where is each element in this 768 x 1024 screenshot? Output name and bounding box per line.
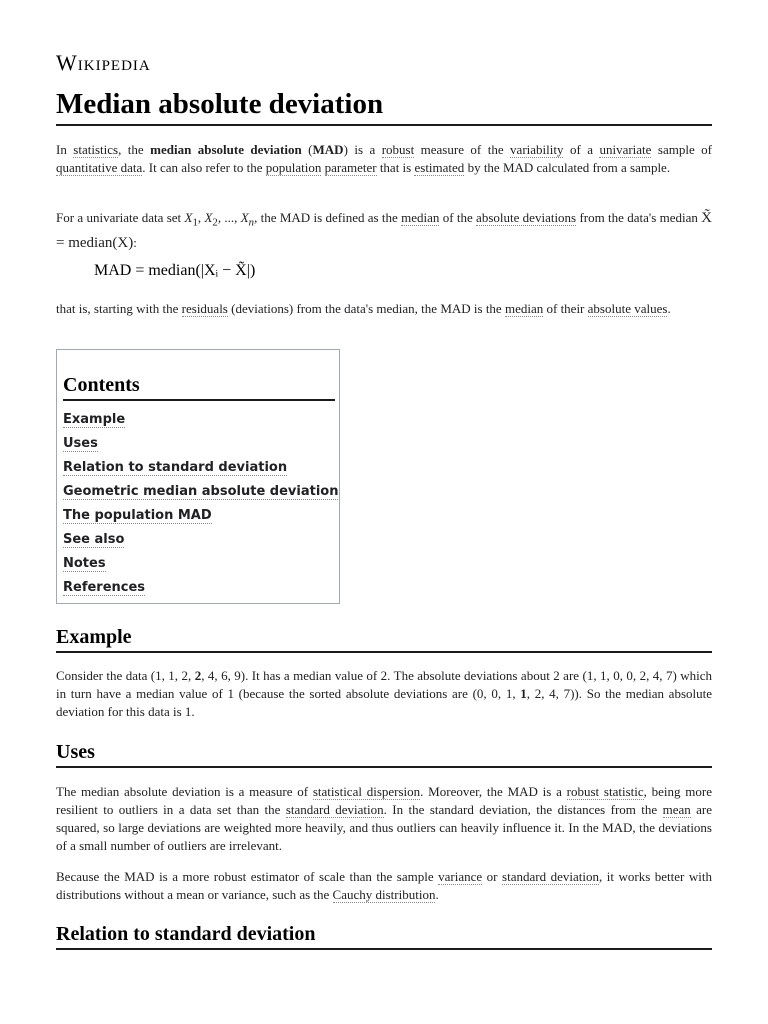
link-standard-deviation-2[interactable]: standard deviation <box>502 869 599 884</box>
toc-item-geometric-mad[interactable]: Geometric median absolute deviation <box>63 484 339 499</box>
toc-item-references[interactable]: References <box>63 580 146 595</box>
mad-formula: MAD = median(|Xᵢ − X̃|) <box>94 262 256 279</box>
link-absolute-deviations[interactable]: absolute deviations <box>476 210 577 225</box>
toc-item-see-also[interactable]: See also <box>63 532 125 547</box>
link-residuals[interactable]: residuals <box>181 301 228 316</box>
toc-item-uses[interactable]: Uses <box>63 436 98 451</box>
uses-paragraph-2: Because the MAD is a more robust estimator of scale than the sample variance or standard deviation, it works better with distributions without a mean or variance, such as the Cauchy distribution. <box>56 869 712 902</box>
link-parameter[interactable]: parameter <box>324 160 377 175</box>
toc-item-population-mad[interactable]: The population MAD <box>63 508 212 523</box>
link-variance[interactable]: variance <box>438 869 483 884</box>
link-robust-statistic[interactable]: robust statistic <box>566 784 644 799</box>
link-statistical-dispersion[interactable]: statistical dispersion <box>312 784 421 799</box>
link-mean[interactable]: mean <box>662 802 691 817</box>
link-univariate[interactable]: univariate <box>599 142 652 157</box>
link-robust[interactable]: robust <box>381 142 415 157</box>
heading-uses: Uses <box>56 738 712 768</box>
toc-item-example[interactable]: Example <box>63 412 126 427</box>
link-quantitative-data[interactable]: quantitative data <box>56 160 143 175</box>
link-population[interactable]: population <box>265 160 322 175</box>
page-title: Median absolute deviation <box>56 84 712 126</box>
example-paragraph: Consider the data (1, 1, 2, 2, 4, 6, 9). It has a median value of 2. The absolute deviations about 2 are (1, 1, 0, 0, 2, 4, 7) which in turn have a median value of 1 (because the sorted absolute deviations are (0, 0, 1, 1, 2, 4, 7)). So the median absolute deviation for this data is 1. <box>56 668 712 719</box>
link-statistics[interactable]: statistics <box>73 142 119 157</box>
toc-item-relation[interactable]: Relation to standard deviation <box>63 460 288 475</box>
intro-paragraph-2: For a univariate data set $X_1$, $X_2$, ..., $X_n$, the MAD is defined as the median of the absolute deviations from the data's median X̃ = median(X): <box>56 210 713 251</box>
link-cauchy-distribution[interactable]: Cauchy distribution <box>332 887 436 902</box>
inline-formula: X̃ = median(X) <box>56 210 713 251</box>
link-absolute-values[interactable]: absolute values <box>587 301 668 316</box>
heading-relation: Relation to standard deviation <box>56 920 712 950</box>
toc-title: Contents <box>63 374 335 401</box>
link-standard-deviation[interactable]: standard deviation <box>285 802 384 817</box>
heading-example: Example <box>56 623 712 653</box>
toc-list <box>63 408 338 600</box>
table-of-contents <box>56 349 340 604</box>
link-variability[interactable]: variability <box>510 142 564 157</box>
intro-paragraph-3: that is, starting with the residuals (deviations) from the data's median, the MAD is the median of their absolute values. <box>56 301 671 316</box>
link-median[interactable]: median <box>401 210 440 225</box>
link-estimated[interactable]: estimated <box>414 160 465 175</box>
wikipedia-wordmark[interactable]: Wikipedia <box>56 50 151 75</box>
intro-paragraph-1: In statistics, the median absolute deviation (MAD) is a robust measure of the variability of a univariate sample of quantitative data. It can also refer to the population parameter that is estimated by the MAD calculated from a sample. <box>56 142 712 175</box>
toc-item-notes[interactable]: Notes <box>63 556 106 571</box>
link-median-2[interactable]: median <box>504 301 544 316</box>
uses-paragraph-1: The median absolute deviation is a measure of statistical dispersion. Moreover, the MAD is a robust statistic, being more resilient to outliers in a data set than the standard deviation. In the standard deviation, the distances from the mean are squared, so large deviations are weighted more heavily, and thus outliers can heavily influence it. In the MAD, the deviations of a small number of outliers are irrelevant. <box>56 784 713 853</box>
